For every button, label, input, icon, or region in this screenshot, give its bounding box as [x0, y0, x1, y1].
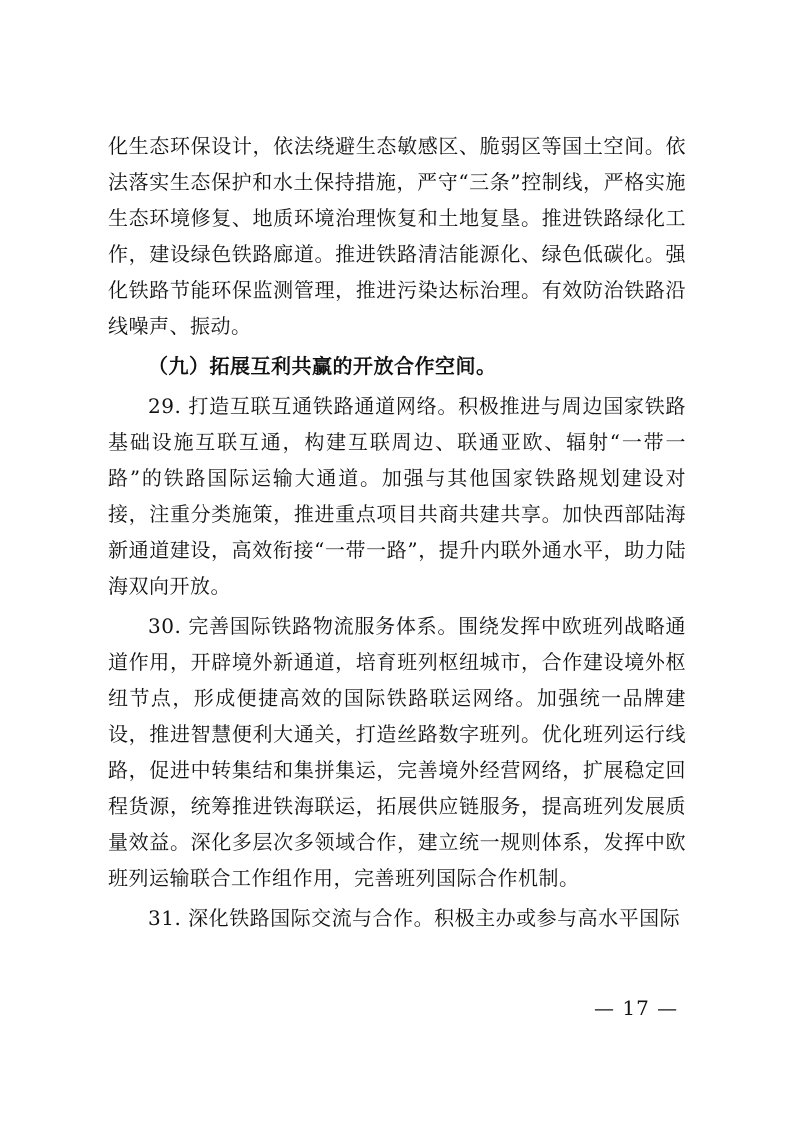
section-heading-9: （九）拓展互利共赢的开放合作空间。 [148, 354, 497, 378]
paragraph-29: 29. 打造互联互通铁路通道网络。积极推进与周边国家铁路基础设施互联互通，构建互联周边、联通亚欧、辐射“一带一路”的铁路国际运输大通道。加强与其他国家铁路规划建设对接，注重分类施策，推进重点项目共商共建共享。加快西部陆海新通道建设，高效衔接“一带一路”，提升内联外通水平，助力陆海双向开放。 [108, 394, 686, 598]
document-body [108, 128, 686, 940]
page-number: — 17 — [594, 996, 679, 1020]
paragraph-ecology: 化生态环保设计，依法绕避生态敏感区、脆弱区等国土空间。依法落实生态保护和水土保持措施，严守“三条”控制线，严格实施生态环境修复、地质环境治理恢复和土地复垦。推进铁路绿化工作，建设绿色铁路廊道。推进铁路清洁能源化、绿色低碳化。强化铁路节能环保监测管理，推进污染达标治理。有效防治铁路沿线噪声、振动。 [108, 134, 686, 338]
paragraph-30: 30. 完善国际铁路物流服务体系。围绕发挥中欧班列战略通道作用，开辟境外新通道，培育班列枢纽城市，合作建设境外枢纽节点，形成便捷高效的国际铁路联运网络。加强统一品牌建设，推进智慧便利大通关，打造丝路数字班列。优化班列运行线路，促进中转集结和集拼集运，完善境外经营网络，扩展稳定回程货源，统筹推进铁海联运，拓展供应链服务，提高班列发展质量效益。深化多层次多领域合作，建立统一规则体系，发挥中欧班列运输联合工作组作用，完善班列国际合作机制。 [108, 614, 686, 890]
paragraph-31: 31. 深化铁路国际交流与合作。积极主办或参与高水平国际 [148, 906, 681, 930]
